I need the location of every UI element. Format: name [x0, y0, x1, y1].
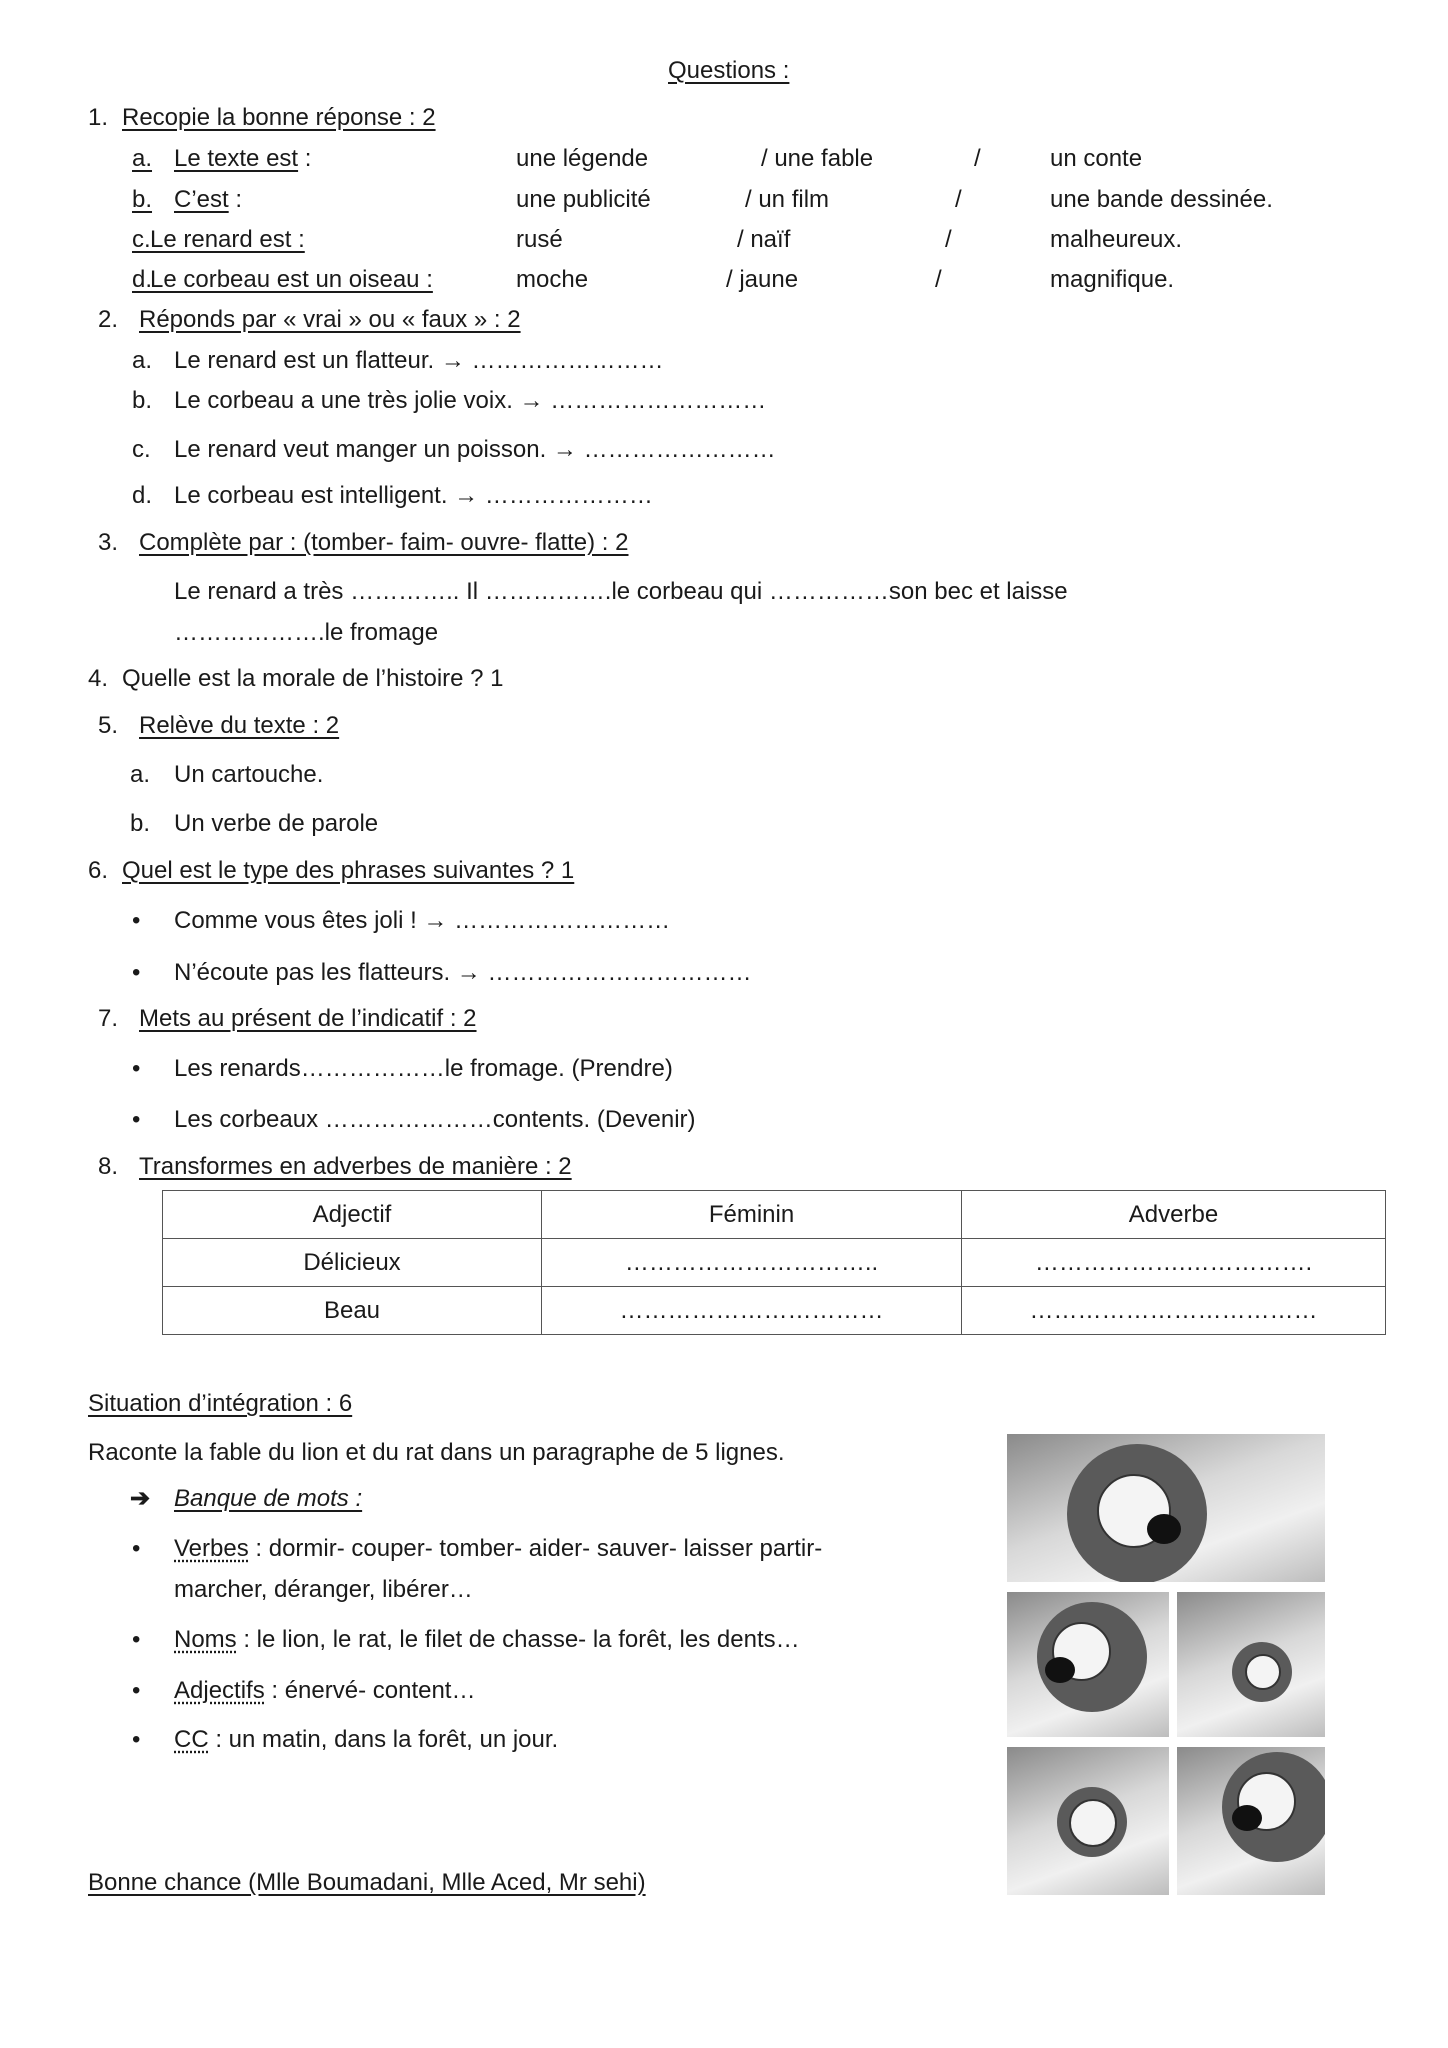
- header-cell: Adverbe: [962, 1191, 1386, 1239]
- q1-item-prompt: Le renard est :: [150, 226, 305, 253]
- q2-item-letter: c.: [132, 436, 151, 463]
- q1-item-letter: c.: [132, 226, 151, 253]
- q3-number: 3.: [98, 529, 119, 556]
- table-cell: ……………………………: [542, 1287, 962, 1335]
- integration-instruction: Raconte la fable du lion et du rat dans un paragraphe de 5 lignes.: [88, 1439, 785, 1466]
- q1-separator: /: [955, 186, 962, 213]
- q7-number: 7.: [98, 1005, 119, 1032]
- comic-panel: [1007, 1747, 1169, 1895]
- word-bank-text: : énervé- content…: [264, 1677, 476, 1704]
- q1-item-colon: :: [228, 186, 243, 213]
- word-bank-verbs: [174, 1534, 822, 1564]
- bullet-icon: •: [132, 1106, 141, 1133]
- q1-separator: /: [974, 145, 981, 172]
- word-bank-key: CC: [174, 1726, 209, 1753]
- q1-label: Recopie la bonne réponse : 2: [122, 104, 436, 131]
- q1-option: un conte: [1050, 145, 1143, 172]
- table-row: [163, 1287, 1386, 1335]
- q2-item: Le corbeau a une très jolie voix. → ………………………: [174, 387, 767, 414]
- q1-item-prompt-line: [174, 185, 242, 215]
- arrow-right-icon: ➔: [130, 1485, 151, 1512]
- q1-item-prompt-line: [150, 265, 433, 295]
- q8-number: 8.: [98, 1153, 119, 1180]
- q1-option: / une fable: [761, 145, 874, 172]
- q8-label: Transformes en adverbes de manière : 2: [139, 1153, 572, 1180]
- q1-item-prompt-line: [174, 144, 311, 174]
- bullet-icon: •: [132, 907, 141, 934]
- q1-option: / jaune: [726, 266, 799, 293]
- q1-item-prompt: C’est: [174, 186, 229, 213]
- q1-number: 1.: [88, 104, 109, 131]
- word-bank-adjectives: [174, 1676, 475, 1706]
- page-title: Questions :: [668, 57, 790, 84]
- word-bank-key: Adjectifs: [174, 1677, 265, 1704]
- bullet-icon: •: [132, 1626, 141, 1653]
- q5-item: Un verbe de parole: [174, 810, 379, 837]
- bullet-icon: •: [132, 1535, 141, 1562]
- q2-item: Le corbeau est intelligent. → …………………: [174, 482, 653, 509]
- word-bank-nouns: [174, 1625, 800, 1655]
- lion-and-rat-illustration: [1007, 1434, 1325, 1895]
- q7-item: Les corbeaux …………………contents. (Devenir): [174, 1106, 696, 1133]
- comic-panel: [1177, 1592, 1325, 1737]
- q5-number: 5.: [98, 712, 119, 739]
- header-cell: Féminin: [542, 1191, 962, 1239]
- q2-item: Le renard est un flatteur. → ……………………: [174, 347, 664, 374]
- q1-option: une bande dessinée.: [1050, 186, 1273, 213]
- comic-panel: [1007, 1434, 1325, 1582]
- bullet-icon: •: [132, 1726, 141, 1753]
- q1-item-prompt: Le corbeau est un oiseau :: [150, 266, 433, 293]
- q1-option: moche: [516, 266, 589, 293]
- q2-item-letter: b.: [132, 387, 153, 414]
- q6-item: Comme vous êtes joli ! → ………………………: [174, 907, 671, 934]
- q6-number: 6.: [88, 857, 109, 884]
- q1-separator: /: [945, 226, 952, 253]
- q3-text-line2: ……………….le fromage: [174, 619, 439, 646]
- integration-title: Situation d’intégration : 6: [88, 1390, 353, 1417]
- q1-option: rusé: [516, 226, 563, 253]
- table-cell: ……………….…………….: [962, 1239, 1386, 1287]
- q3-label: Complète par : (tomber- faim- ouvre- flatte) : 2: [139, 529, 629, 556]
- bullet-icon: •: [132, 959, 141, 986]
- q5-item: Un cartouche.: [174, 761, 324, 788]
- q1-option: une légende: [516, 145, 649, 172]
- comic-panel: [1007, 1592, 1169, 1737]
- q1-item-prompt-line: [150, 225, 305, 255]
- table-header-row: [163, 1191, 1386, 1239]
- q1-item-letter: a.: [132, 145, 153, 172]
- q1-separator: /: [935, 266, 942, 293]
- q1-option: malheureux.: [1050, 226, 1183, 253]
- table-cell: ………………………………: [962, 1287, 1386, 1335]
- bullet-icon: •: [132, 1677, 141, 1704]
- bullet-icon: •: [132, 1055, 141, 1082]
- comic-panel: [1177, 1747, 1325, 1895]
- q2-label: Réponds par « vrai » ou « faux » : 2: [139, 306, 521, 333]
- q1-item-prompt: Le texte est: [174, 145, 299, 172]
- word-bank-text: : dormir- couper- tomber- aider- sauver- laisser partir-: [248, 1535, 823, 1562]
- q2-item-letter: a.: [132, 347, 153, 374]
- table-cell: Beau: [163, 1287, 542, 1335]
- q1-option: une publicité: [516, 186, 651, 213]
- q1-option: magnifique.: [1050, 266, 1175, 293]
- q1-option: / naïf: [737, 226, 791, 253]
- word-bank-text: : un matin, dans la forêt, un jour.: [208, 1726, 559, 1753]
- table-cell: Délicieux: [163, 1239, 542, 1287]
- q1-item-colon: :: [298, 145, 312, 172]
- q2-item-letter: d.: [132, 482, 153, 509]
- q6-label: Quel est le type des phrases suivantes ? 1: [122, 857, 575, 884]
- q5-item-letter: a.: [130, 761, 151, 788]
- word-bank-text: : le lion, le rat, le filet de chasse- la forêt, les dents…: [236, 1626, 800, 1653]
- adverb-table: [162, 1190, 1386, 1335]
- q6-item: N’écoute pas les flatteurs. → ……………………………: [174, 959, 752, 986]
- q4-number: 4.: [88, 665, 109, 692]
- q7-label: Mets au présent de l’indicatif : 2: [139, 1005, 477, 1032]
- q3-text-line1: Le renard a très ………….. Il …………….le corbeau qui ……………son bec et laisse: [174, 578, 1068, 605]
- word-bank-cc: [174, 1725, 558, 1755]
- q5-label: Relève du texte : 2: [139, 712, 340, 739]
- q2-item: Le renard veut manger un poisson. → ……………………: [174, 436, 776, 463]
- table-row: [163, 1239, 1386, 1287]
- word-bank-label: Banque de mots :: [174, 1485, 363, 1512]
- footer-signature: Bonne chance (Mlle Boumadani, Mlle Aced, Mr sehi): [88, 1869, 646, 1896]
- q5-item-letter: b.: [130, 810, 151, 837]
- q1-item-letter: b.: [132, 186, 153, 213]
- table-cell: …………………………..: [542, 1239, 962, 1287]
- word-bank-verbs-cont: marcher, déranger, libérer…: [174, 1576, 473, 1603]
- header-cell: Adjectif: [163, 1191, 542, 1239]
- q4-label: Quelle est la morale de l’histoire ? 1: [122, 665, 504, 692]
- q1-item-letter: d.: [132, 266, 153, 293]
- q1-option: / un film: [745, 186, 830, 213]
- q7-item: Les renards………………le fromage. (Prendre): [174, 1055, 673, 1082]
- word-bank-key: Verbes: [174, 1535, 249, 1562]
- word-bank-key: Noms: [174, 1626, 237, 1653]
- q2-number: 2.: [98, 306, 119, 333]
